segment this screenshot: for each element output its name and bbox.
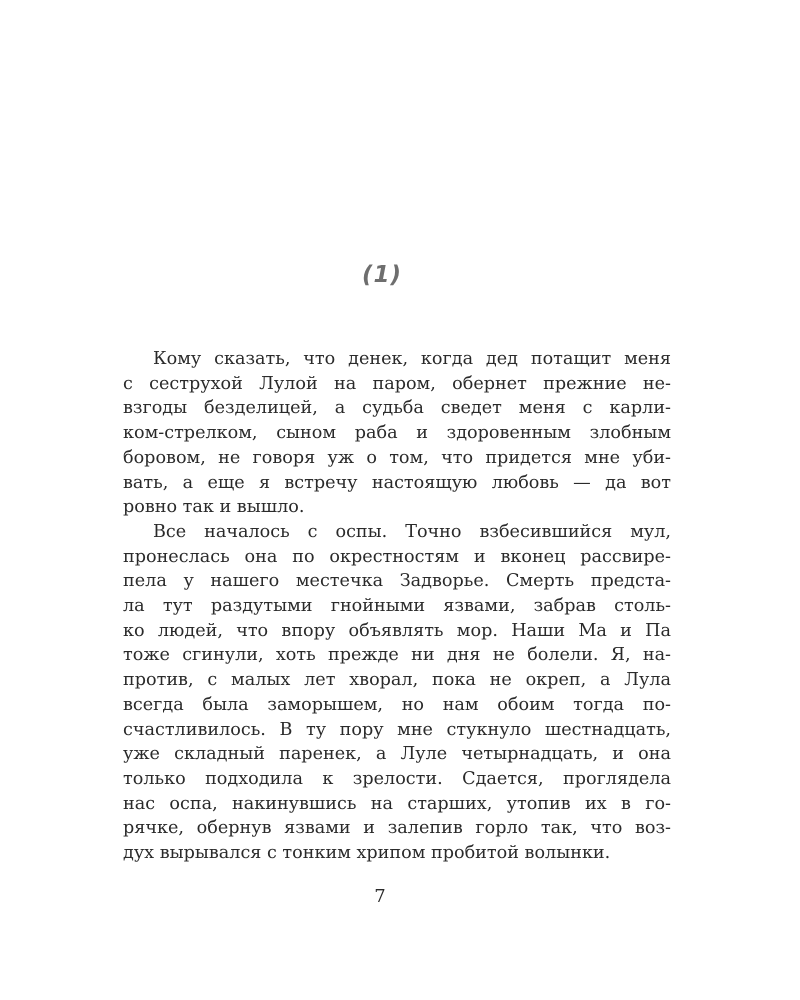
chapter-number: (1) <box>361 262 403 288</box>
text-line: всегда была заморышем, но нам обоим тогда по- <box>123 694 671 715</box>
text-line: ла тут раздутыми гнойными язвами, забрав столь- <box>123 596 671 617</box>
text-line: нас оспа, накинувшись на старших, утопив их в го- <box>123 793 671 814</box>
text-line: счастливилось. В ту пору мне стукнуло шестнадцать, <box>123 719 671 740</box>
body-text <box>93 347 671 866</box>
text-line: боровом, не говоря уж о том, что придется мне уби- <box>123 447 671 468</box>
text-line: Все началось с оспы. Точно взбесившийся мул, <box>153 521 671 542</box>
text-line: рячке, обернув язвами и залепив горло так, что воз- <box>123 818 671 839</box>
text-line: с сеструхой Лулой на паром, обернет прежние не- <box>123 373 671 394</box>
text-line: ровно так и вышло. <box>123 497 305 518</box>
text-line: пела у нашего местечка Задворье. Смерть предста- <box>123 571 671 592</box>
text-line: только подходила к зрелости. Сдается, проглядела <box>123 768 671 789</box>
text-line: взгоды безделицей, а судьба сведет меня с карли- <box>123 398 671 419</box>
paragraph-1 <box>93 347 671 520</box>
text-line: ко людей, что впору объявлять мор. Наши Ма и Па <box>123 620 671 641</box>
text-line: ком-стрелком, сыном раба и здоровенным злобным <box>123 423 671 444</box>
paragraph-2 <box>93 520 671 866</box>
text-line: против, с малых лет хворал, пока не окреп, а Лула <box>123 670 671 691</box>
text-line: вать, а еще я встречу настоящую любовь — да вот <box>123 472 671 493</box>
text-line: Кому сказать, что денек, когда дед потащит меня <box>153 349 671 369</box>
page-number: 7 <box>374 886 386 907</box>
text-line: дух вырывался с тонким хрипом пробитой волынки. <box>123 843 611 864</box>
text-line: тоже сгинули, хоть прежде ни дня не болели. Я, на- <box>123 645 671 666</box>
text-line: пронеслась она по окрестностям и вконец рассвире- <box>123 546 671 567</box>
text-line: уже складный паренек, а Луле четырнадцать, и она <box>123 744 671 765</box>
